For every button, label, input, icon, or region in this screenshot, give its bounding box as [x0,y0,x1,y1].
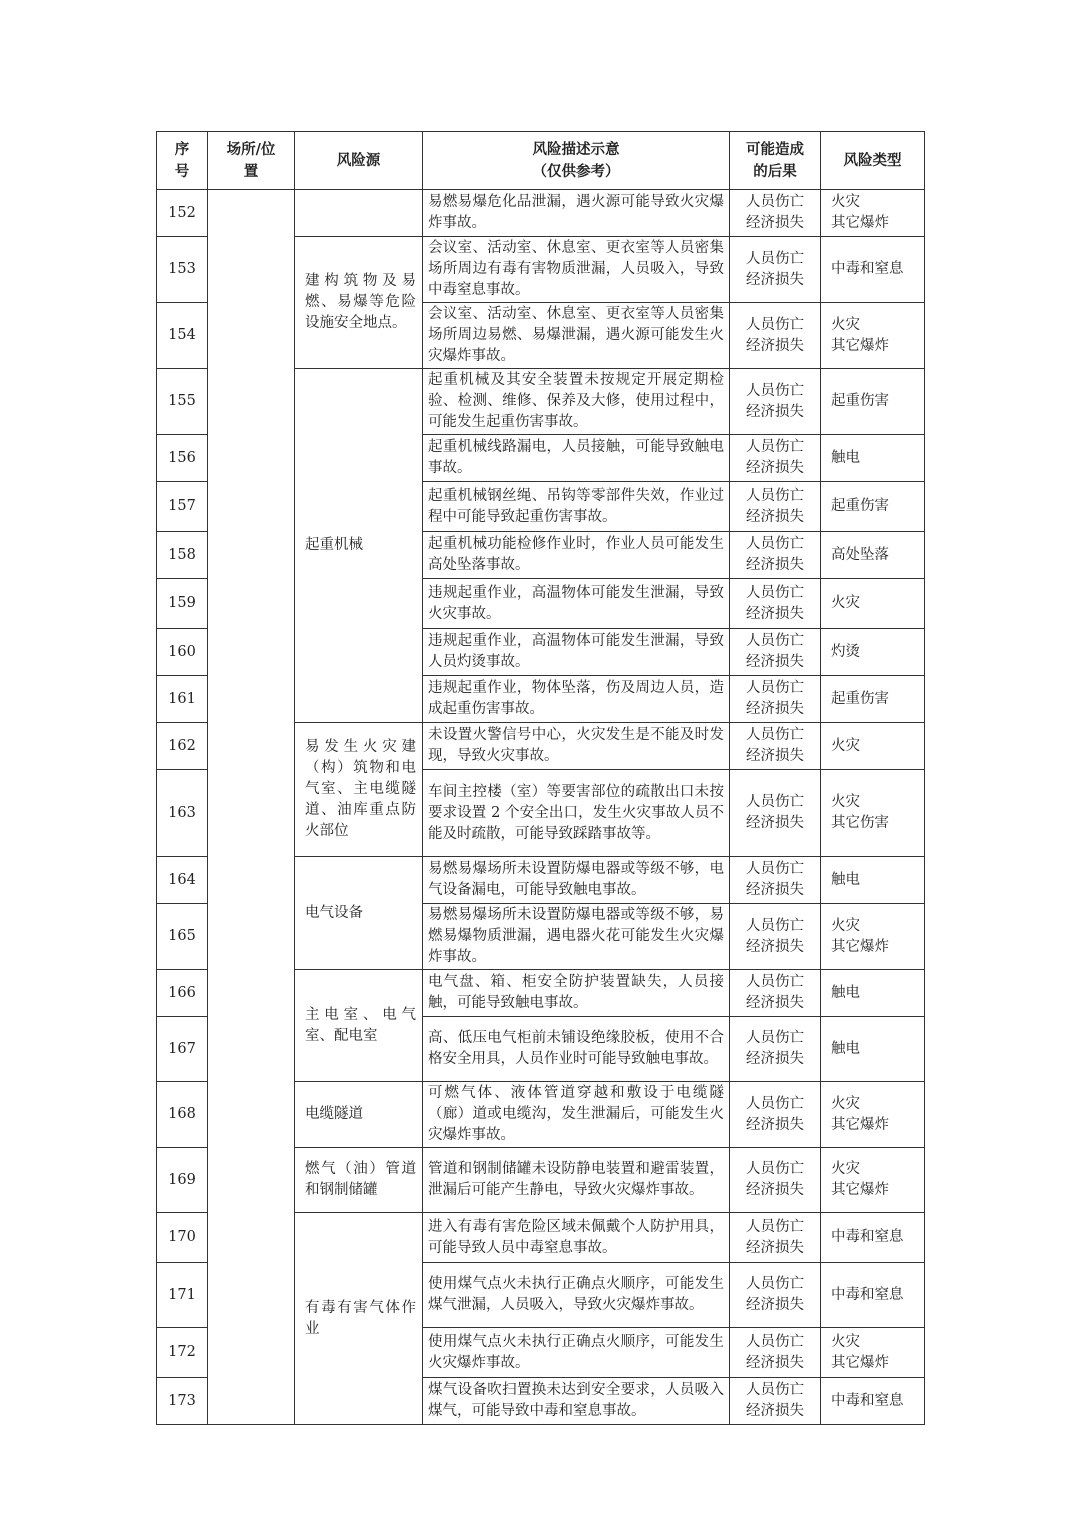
risk-description: 可燃气体、液体管道穿越和敷设于电缆隧（廊）道或电缆沟，发生泄漏后，可能发生火灾爆炸事故。 [423,1082,730,1148]
risk-result: 人员伤亡 经济损失 [730,1378,821,1425]
row-number: 159 [157,579,208,629]
header-location: 场所/位 置 [208,132,295,190]
risk-type: 火灾 [821,579,925,629]
risk-result: 人员伤亡 经济损失 [730,1017,821,1082]
location-cell [208,190,295,1425]
risk-description: 违规起重作业，高温物体可能发生泄漏，导致火灾事故。 [423,579,730,629]
risk-result: 人员伤亡 经济损失 [730,237,821,303]
risk-result: 人员伤亡 经济损失 [730,1263,821,1328]
risk-source-cell: 燃气（油）管道和钢制储罐 [295,1148,423,1213]
risk-table [156,131,925,1425]
risk-description: 煤气设备吹扫置换未达到安全要求，人员吸入煤气，可能导致中毒和窒息事故。 [423,1378,730,1425]
risk-description: 高、低压电气柜前未铺设绝缘胶板，使用不合格安全用具，人员作业时可能导致触电事故。 [423,1017,730,1082]
row-number: 160 [157,629,208,676]
risk-result: 人员伤亡 经济损失 [730,676,821,723]
row-number: 152 [157,190,208,237]
risk-description: 起重机械钢丝绳、吊钩等零部件失效，作业过程中可能导致起重伤害事故。 [423,482,730,532]
row-number: 164 [157,857,208,904]
row-number: 153 [157,237,208,303]
risk-description: 会议室、活动室、休息室、更衣室等人员密集场所周边易燃、易爆泄漏，遇火源可能发生火灾爆炸事故。 [423,303,730,369]
risk-description: 车间主控楼（室）等要害部位的疏散出口未按要求设置 2 个安全出口，发生火灾事故人员不能及时疏散，可能导致踩踏事故等。 [423,770,730,857]
row-number: 157 [157,482,208,532]
risk-result: 人员伤亡 经济损失 [730,579,821,629]
header-source: 风险源 [295,132,423,190]
risk-type: 触电 [821,1017,925,1082]
risk-result: 人员伤亡 经济损失 [730,532,821,579]
row-number: 168 [157,1082,208,1148]
risk-result: 人员伤亡 经济损失 [730,770,821,857]
risk-result: 人员伤亡 经济损失 [730,435,821,482]
risk-source-cell: 有毒有害气体作业 [295,1213,423,1425]
row-number: 166 [157,970,208,1017]
risk-result: 人员伤亡 经济损失 [730,1082,821,1148]
risk-result: 人员伤亡 经济损失 [730,904,821,970]
risk-source-cell: 主电室、电气室、配电室 [295,970,423,1082]
risk-type: 触电 [821,857,925,904]
row-number: 171 [157,1263,208,1328]
table-header-row [157,132,925,190]
header-type: 风险类型 [821,132,925,190]
risk-result: 人员伤亡 经济损失 [730,970,821,1017]
risk-result: 人员伤亡 经济损失 [730,1148,821,1213]
risk-source-cell: 易发生火灾建（构）筑物和电气室、主电缆隧道、油库重点防火部位 [295,723,423,857]
risk-description: 违规起重作业，物体坠落，伤及周边人员，造成起重伤害事故。 [423,676,730,723]
risk-type: 火灾 其它爆炸 [821,190,925,237]
risk-type: 中毒和窒息 [821,1263,925,1328]
row-number: 162 [157,723,208,770]
risk-result: 人员伤亡 经济损失 [730,303,821,369]
row-number: 170 [157,1213,208,1263]
risk-type: 中毒和窒息 [821,237,925,303]
risk-description: 管道和钢制储罐未设防静电装置和避雷装置，泄漏后可能产生静电，导致火灾爆炸事故。 [423,1148,730,1213]
row-number: 154 [157,303,208,369]
risk-description: 起重机械及其安全装置未按规定开展定期检验、检测、维修、保养及大修，使用过程中，可能发生起重伤害事故。 [423,369,730,435]
row-number: 172 [157,1328,208,1378]
risk-type: 灼烫 [821,629,925,676]
risk-description: 起重机械线路漏电，人员接触，可能导致触电事故。 [423,435,730,482]
risk-type: 火灾 其它爆炸 [821,1148,925,1213]
risk-source-cell: 起重机械 [295,369,423,723]
risk-type: 火灾 其它爆炸 [821,1082,925,1148]
risk-description: 使用煤气点火未执行正确点火顺序，可能发生火灾爆炸事故。 [423,1328,730,1378]
risk-source-cell: 建构筑物及易燃、易爆等危险设施安全地点。 [295,237,423,369]
risk-source-cell [295,190,423,237]
row-number: 155 [157,369,208,435]
risk-result: 人员伤亡 经济损失 [730,629,821,676]
row-number: 163 [157,770,208,857]
risk-description: 电气盘、箱、柜安全防护装置缺失，人员接触，可能导致触电事故。 [423,970,730,1017]
risk-source-cell: 电气设备 [295,857,423,970]
risk-type: 火灾 其它爆炸 [821,1328,925,1378]
risk-result: 人员伤亡 经济损失 [730,482,821,532]
risk-result: 人员伤亡 经济损失 [730,369,821,435]
risk-description: 易燃易爆场所未设置防爆电器或等级不够，电气设备漏电，可能导致触电事故。 [423,857,730,904]
header-result: 可能造成 的后果 [730,132,821,190]
risk-type: 中毒和窒息 [821,1378,925,1425]
risk-description: 会议室、活动室、休息室、更衣室等人员密集场所周边有毒有害物质泄漏，人员吸入，导致中毒窒息事故。 [423,237,730,303]
risk-result: 人员伤亡 经济损失 [730,1213,821,1263]
risk-type: 起重伤害 [821,676,925,723]
risk-type: 火灾 [821,723,925,770]
row-number: 158 [157,532,208,579]
risk-type: 起重伤害 [821,369,925,435]
risk-type: 火灾 其它爆炸 [821,904,925,970]
row-number: 173 [157,1378,208,1425]
risk-type: 触电 [821,970,925,1017]
row-number: 169 [157,1148,208,1213]
row-number: 161 [157,676,208,723]
risk-result: 人员伤亡 经济损失 [730,190,821,237]
risk-type: 起重伤害 [821,482,925,532]
risk-result: 人员伤亡 经济损失 [730,857,821,904]
risk-result: 人员伤亡 经济损失 [730,1328,821,1378]
risk-description: 易燃易爆场所未设置防爆电器或等级不够，易燃易爆物质泄漏，遇电器火花可能发生火灾爆炸事故。 [423,904,730,970]
risk-description: 进入有毒有害危险区域未佩戴个人防护用具，可能导致人员中毒窒息事故。 [423,1213,730,1263]
risk-description: 起重机械功能检修作业时，作业人员可能发生高处坠落事故。 [423,532,730,579]
risk-description: 使用煤气点火未执行正确点火顺序，可能发生煤气泄漏，人员吸入，导致火灾爆炸事故。 [423,1263,730,1328]
risk-type: 高处坠落 [821,532,925,579]
risk-type: 火灾 其它伤害 [821,770,925,857]
risk-source-cell: 电缆隧道 [295,1082,423,1148]
header-description: 风险描述示意 （仅供参考） [423,132,730,190]
table-row [157,190,925,237]
risk-type: 火灾 其它爆炸 [821,303,925,369]
row-number: 156 [157,435,208,482]
row-number: 165 [157,904,208,970]
risk-type: 触电 [821,435,925,482]
risk-description: 未设置火警信号中心，火灾发生是不能及时发现，导致火灾事故。 [423,723,730,770]
risk-type: 中毒和窒息 [821,1213,925,1263]
risk-result: 人员伤亡 经济损失 [730,723,821,770]
risk-description: 违规起重作业，高温物体可能发生泄漏，导致人员灼烫事故。 [423,629,730,676]
risk-description: 易燃易爆危化品泄漏，遇火源可能导致火灾爆炸事故。 [423,190,730,237]
row-number: 167 [157,1017,208,1082]
header-no: 序 号 [157,132,208,190]
